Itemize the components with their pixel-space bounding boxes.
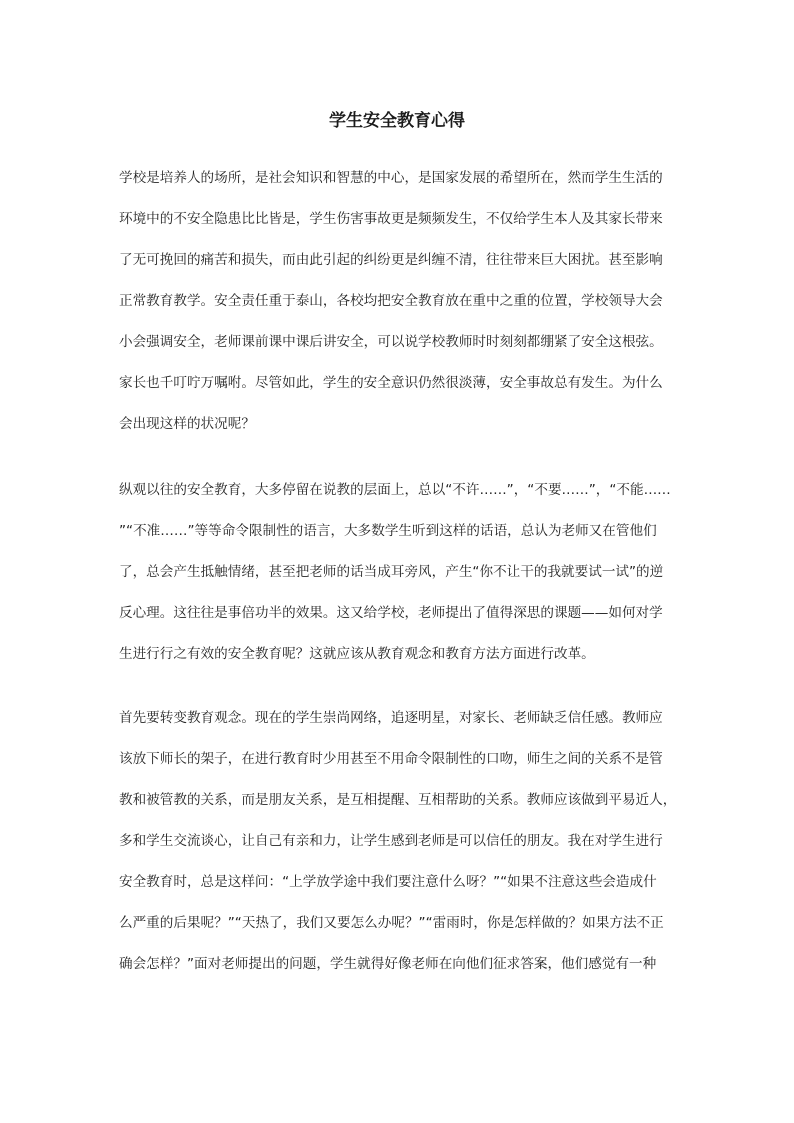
paragraph-3-line-2: 该放下师长的架子，在进行教育时少用甚至不用命令限制性的口吻，师生之间的关系不是管	[119, 751, 663, 767]
paragraph-1-line-7: 会出现这样的状况呢？	[119, 416, 255, 432]
paragraph-1-line-6: 家长也千叮咛万嘱咐。尽管如此，学生的安全意识仍然很淡薄，安全事故总有发生。为什么	[119, 375, 663, 391]
paragraph-2-line-4: 反心理。这往往是事倍功半的效果。这又给学校，老师提出了值得深思的课题——如何对学	[119, 605, 663, 621]
paragraph-3-line-3: 教和被管教的关系，而是朋友关系，是互相提醒、互相帮助的关系。教师应该做到平易近人，	[119, 792, 677, 808]
paragraph-2-line-5: 生进行行之有效的安全教育呢？这就应该从教育观念和教育方法方面进行改革。	[119, 646, 595, 662]
document-title: 学生安全教育心得	[329, 111, 465, 131]
paragraph-2-line-1: 纵观以往的安全教育，大多停留在说教的层面上，总以“不许……”，“不要……”，“不能……	[119, 482, 671, 498]
paragraph-3-line-5: 安全教育时，总是这样问：“上学放学途中我们要注意什么呀？”“如果不注意这些会造成什	[119, 874, 657, 890]
paragraph-1-line-3: 了无可挽回的痛苦和损失，而由此引起的纠纷更是纠缠不清，往往带来巨大困扰。甚至影响	[119, 252, 663, 268]
paragraph-2-line-2: ”“不准……”等等命令限制性的语言，大多数学生听到这样的话语，总认为老师又在管他们	[119, 523, 657, 539]
paragraph-1-line-2: 环境中的不安全隐患比比皆是，学生伤害事故更是频频发生，不仅给学生本人及其家长带来	[119, 211, 663, 227]
paragraph-1-line-4: 正常教育教学。安全责任重于泰山，各校均把安全教育放在重中之重的位置，学校领导大会	[119, 293, 663, 309]
paragraph-1-line-1: 学校是培养人的场所，是社会知识和智慧的中心，是国家发展的希望所在，然而学生生活的	[119, 170, 663, 186]
paragraph-3-line-7: 确会怎样？”面对老师提出的问题，学生就得好像老师在向他们征求答案，他们感觉有一种	[119, 956, 657, 972]
paragraph-3-line-6: 么严重的后果呢？”“天热了，我们又要怎么办呢？”“雷雨时，你是怎样做的？如果方法不正	[119, 915, 664, 931]
paragraph-1-line-5: 小会强调安全，老师课前课中课后讲安全，可以说学校教师时时刻刻都绷紧了安全这根弦。	[119, 334, 663, 350]
paragraph-3-line-1: 首先要转变教育观念。现在的学生崇尚网络，追逐明星，对家长、老师缺乏信任感。教师应	[119, 710, 663, 726]
paragraph-2-line-3: 了，总会产生抵触情绪，甚至把老师的话当成耳旁风，产生“你不让干的我就要试一试”的逆	[119, 564, 664, 580]
paragraph-3-line-4: 多和学生交流谈心，让自己有亲和力，让学生感到老师是可以信任的朋友。我在对学生进行	[119, 833, 663, 849]
